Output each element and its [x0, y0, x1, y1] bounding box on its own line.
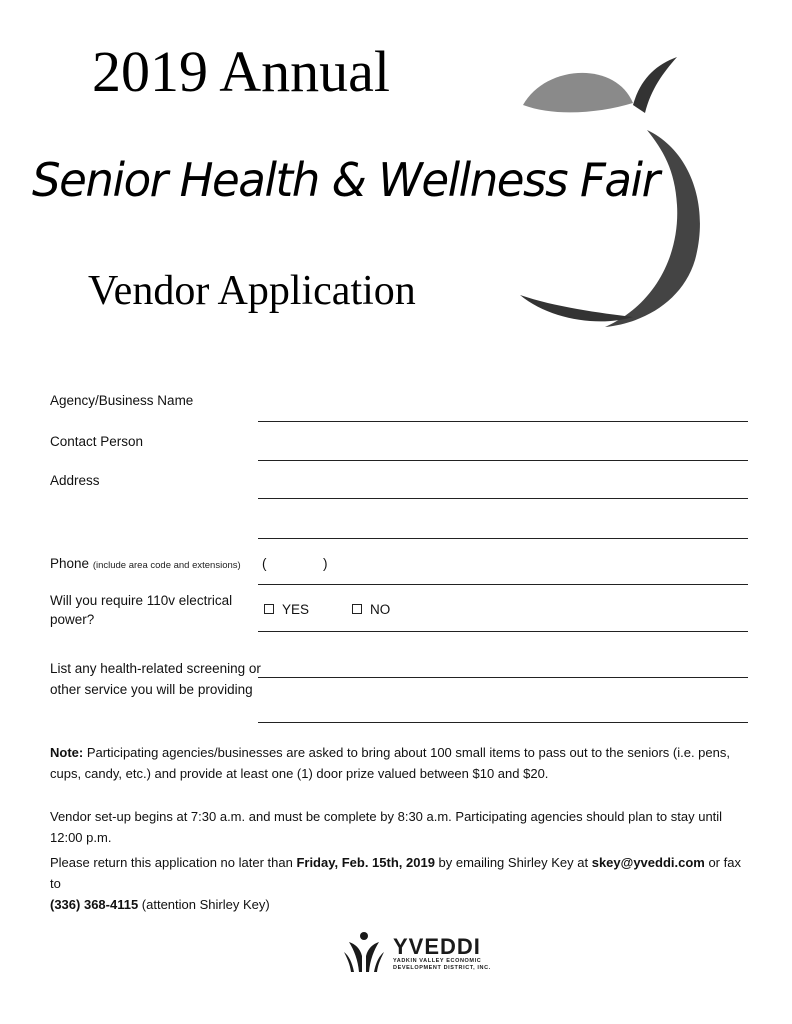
- service-label-line1: List any health-related screening or: [50, 661, 261, 676]
- return-paragraph: [50, 852, 750, 915]
- phone-label: Phone: [50, 556, 90, 571]
- yes-label: YES: [282, 602, 310, 617]
- agency-label: Agency/Business Name: [50, 393, 194, 408]
- title-year-annual: 2019 Annual: [92, 39, 391, 104]
- return-line-2: [50, 894, 750, 915]
- power-label-line2: power?: [50, 612, 95, 627]
- setup-text-2: 12:00 p.m.: [50, 830, 112, 845]
- contact-input-line[interactable]: [258, 460, 748, 461]
- phone-input-line[interactable]: [258, 584, 748, 585]
- return-pre: Please return this application no later than: [50, 855, 297, 870]
- apple-graphic-icon: [505, 55, 715, 335]
- power-line: [258, 631, 748, 632]
- address-label: Address: [50, 473, 100, 488]
- return-date: Friday, Feb. 15th, 2019: [296, 855, 435, 870]
- fax-number: (336) 368-4115: [50, 897, 139, 912]
- yveddi-figure-icon: [341, 930, 387, 976]
- return-email[interactable]: skey@yveddi.com: [591, 855, 705, 870]
- checkbox-icon[interactable]: [352, 604, 362, 614]
- service-label-line2: other service you will be providing: [50, 682, 253, 697]
- agency-input-line[interactable]: [258, 421, 748, 422]
- phone-open-paren: (: [262, 556, 267, 571]
- return-line-1: [50, 852, 750, 894]
- contact-label: Contact Person: [50, 434, 144, 449]
- logo-name: YVEDDI: [393, 934, 481, 959]
- title-vendor-application: Vendor Application: [88, 268, 416, 314]
- phone-close-paren: ): [323, 556, 328, 571]
- setup-paragraph: [50, 806, 750, 848]
- logo-subtitle-1: YADKIN VALLEY ECONOMIC: [393, 958, 482, 964]
- phone-hint: (include area code and extensions): [92, 560, 241, 571]
- power-no-option[interactable]: [352, 600, 390, 620]
- service-input-line-2[interactable]: [258, 722, 748, 723]
- address-input-line-1[interactable]: [258, 498, 748, 499]
- note-text-1: Participating agencies/businesses are asked to bring about 100 small items to pass out to the seniors (i.e. pens,: [83, 745, 730, 760]
- title-event-name: Senior Health & Wellness Fair: [32, 153, 659, 207]
- return-mid: by emailing Shirley Key at: [434, 855, 592, 870]
- note-paragraph: [50, 742, 750, 784]
- phone-label-group: [50, 554, 241, 576]
- service-input-line-1[interactable]: [258, 677, 748, 678]
- note-line-1: [50, 742, 750, 763]
- setup-text-1: Vendor set-up begins at 7:30 a.m. and must be complete by 8:30 a.m. Participating agencies should plan to stay until: [50, 809, 723, 824]
- fax-post: (attention Shirley Key): [138, 897, 270, 912]
- logo-subtitle-2: DEVELOPMENT DISTRICT, INC.: [393, 965, 491, 971]
- note-text-2: cups, candy, etc.) and provide at least one (1) door prize valued between $10 and $20.: [50, 766, 549, 781]
- checkbox-icon[interactable]: [264, 604, 274, 614]
- address-input-line-2[interactable]: [258, 538, 748, 539]
- power-label-line1: Will you require 110v electrical: [50, 593, 233, 608]
- return-post: or fax to: [50, 855, 741, 891]
- note-bold: Note:: [50, 745, 84, 760]
- no-label: NO: [370, 602, 391, 617]
- power-yes-option[interactable]: [264, 600, 309, 620]
